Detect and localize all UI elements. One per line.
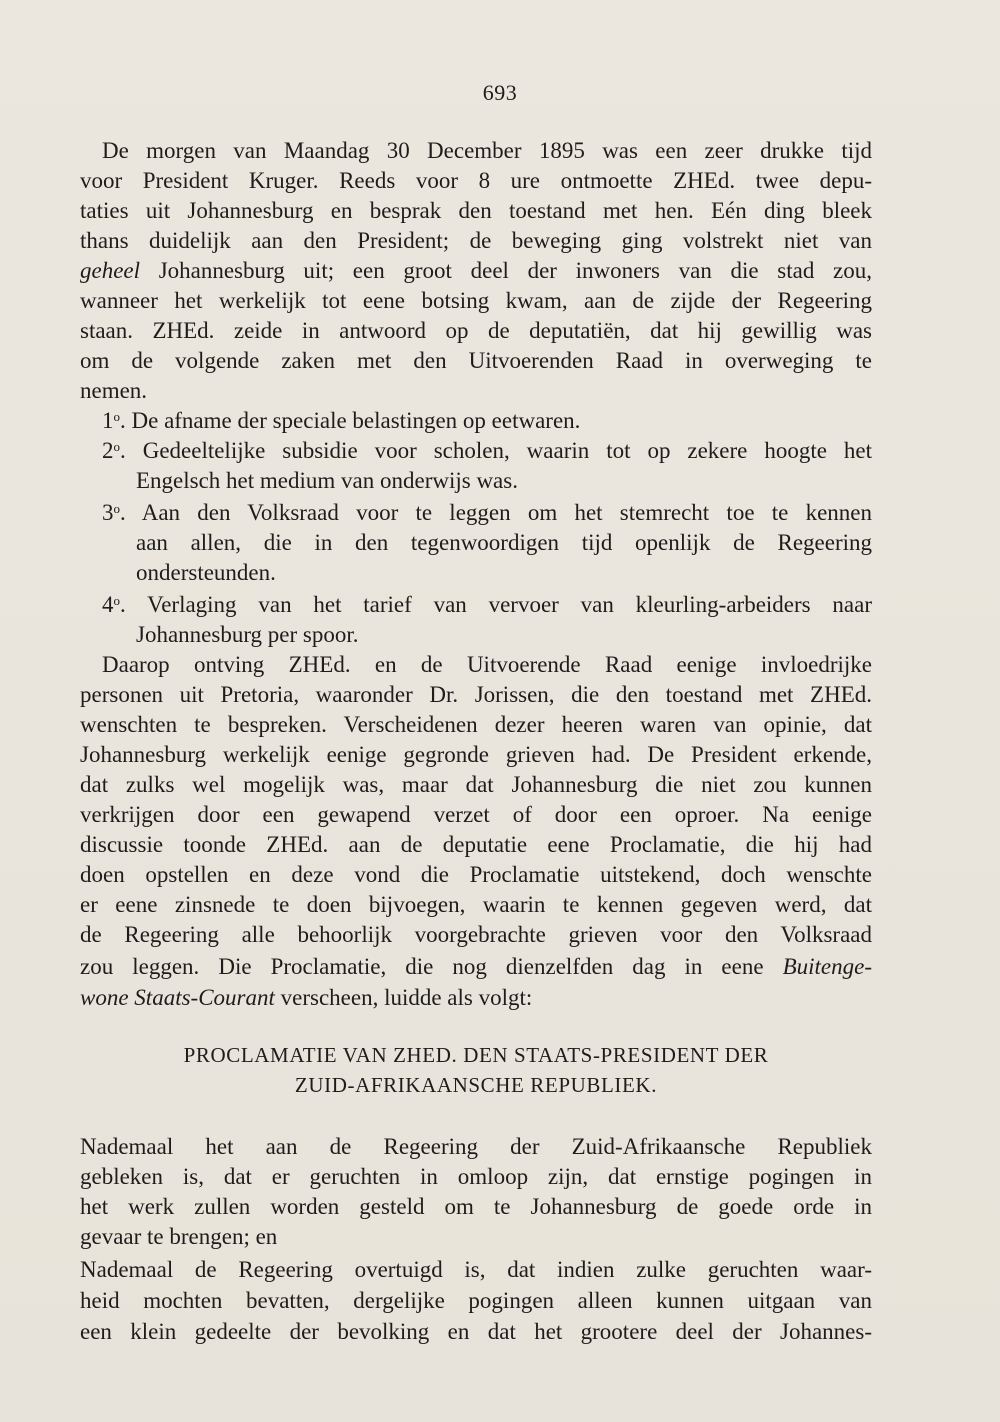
text-line: de Regeering alle behoorlijk voorgebrachte grieven voor den Volksraad [80, 922, 872, 947]
list-item-continuation: Johannesburg per spoor. [136, 622, 359, 647]
list-item-continuation: Engelsch het medium van onderwijs was. [136, 468, 518, 493]
ordinal-mark: o [113, 501, 120, 516]
list-item: 4$^o$. Verlaging van het tarief van vervoer van kleurling-arbeiders naar [102, 592, 872, 617]
text-line: gevaar te brengen; en [80, 1224, 278, 1249]
text-line: Johannesburg werkelijk eenige gegronde grieven had. De President erkende, [80, 742, 872, 767]
text-line: wenschten te bespreken. Verscheidenen dezer heeren waren van opinie, dat [80, 712, 872, 737]
list-item-continuation: aan allen, die in den tegenwoordigen tijd openlijk de Regeering [136, 530, 872, 555]
ordinal-mark: o [113, 409, 120, 424]
text-line: Nademaal het aan de Regeering der Zuid-Afrikaansche Republiek [80, 1134, 872, 1159]
ordinal-mark: o [113, 593, 120, 608]
page-number: 693 [482, 80, 518, 105]
italic-text: Buitenge- [782, 954, 872, 979]
italic-text: geheel [80, 258, 141, 283]
text-line: voor President Kruger. Reeds voor 8 ure ontmoette ZHEd. twee depu- [80, 168, 872, 193]
text-line: verkrijgen door een gewapend verzet of door een oproer. Na eenige [80, 802, 872, 827]
text-line: thans duidelijk aan den President; de beweging ging volstrekt niet van [80, 228, 872, 253]
text-line: er eene zinsnede te doen bijvoegen, waarin te kennen gegeven werd, dat [80, 892, 872, 917]
text-line [80, 256, 872, 286]
text-line [80, 952, 872, 982]
text-line: De morgen van Maandag 30 December 1895 was een zeer drukke tijd [102, 138, 872, 163]
text-line: gebleken is, dat er geruchten in omloop zijn, dat ernstige pogingen in [80, 1164, 872, 1189]
list-text: Gedeeltelijke subsidie voor scholen, waarin tot op zekere hoogte het [142, 438, 872, 463]
text-span: Johannesburg uit; een groot deel der inwoners van die stad zou, [140, 258, 872, 283]
text-line [80, 983, 872, 1013]
text-line: heid mochten bevatten, dergelijke pogingen alleen kunnen uitgaan van [80, 1288, 872, 1313]
text-line: personen uit Pretoria, waaronder Dr. Jorissen, die den toestand met ZHEd. [80, 682, 872, 707]
list-text: Aan den Volksraad voor te leggen om het stemrecht toe te kennen [141, 500, 873, 525]
ordinal-mark: o [113, 439, 120, 454]
list-number: 2 [102, 438, 114, 463]
list-text: De afname der speciale belastingen op eetwaren. [131, 408, 581, 433]
heading-line: ZUID-AFRIKAANSCHE REPUBLIEK. [294, 1073, 658, 1097]
heading-line: PROCLAMATIE VAN ZHED. DEN STAATS-PRESIDENT DER [183, 1043, 769, 1067]
list-text: Verlaging van het tarief van vervoer van kleurling-arbeiders naar [147, 592, 872, 617]
text-line: doen opstellen en deze vond die Proclamatie uitstekend, doch wenschte [80, 862, 872, 887]
text-line: dat zulks wel mogelijk was, maar dat Johannesburg die niet zou kunnen [80, 772, 872, 797]
list-number: 1 [102, 408, 114, 433]
list-item-continuation: ondersteunden. [136, 560, 276, 585]
text-line: staan. ZHEd. zeide in antwoord op de deputatiën, dat hij gewillig was [80, 318, 872, 343]
text-line: om de volgende zaken met den Uitvoerenden Raad in overweging te [80, 348, 872, 373]
list-number: 3 [102, 500, 114, 525]
text-line: Daarop ontving ZHEd. en de Uitvoerende Raad eenige invloedrijke [102, 652, 872, 677]
text-line: wanneer het werkelijk tot eene botsing kwam, aan de zijde der Regeering [80, 288, 872, 313]
text-line: taties uit Johannesburg en besprak den toestand met hen. Eén ding bleek [80, 198, 872, 223]
text-line: het werk zullen worden gesteld om te Johannesburg de goede orde in [80, 1194, 872, 1219]
list-number: 4 [102, 592, 114, 617]
italic-text: wone Staats-Courant [80, 985, 275, 1010]
text-span: zou leggen. Die Proclamatie, die nog dienzelfden dag in eene [80, 954, 783, 979]
text-line: nemen. [80, 378, 148, 403]
text-span: verscheen, luidde als volgt: [274, 985, 533, 1010]
text-line: een klein gedeelte der bevolking en dat het grootere deel der Johannes- [80, 1319, 872, 1344]
list-item: 3$^o$. Aan den Volksraad voor te leggen om het stemrecht toe te kennen [102, 500, 873, 525]
text-line: Nademaal de Regeering overtuigd is, dat indien zulke geruchten waar- [80, 1257, 872, 1282]
list-item: 1$^o$. De afname der speciale belastingen op eetwaren. [102, 408, 581, 433]
list-item: 2$^o$. Gedeeltelijke subsidie voor scholen, waarin tot op zekere hoogte het [102, 438, 872, 463]
text-line: discussie toonde ZHEd. aan de deputatie eene Proclamatie, die hij had [80, 832, 872, 857]
